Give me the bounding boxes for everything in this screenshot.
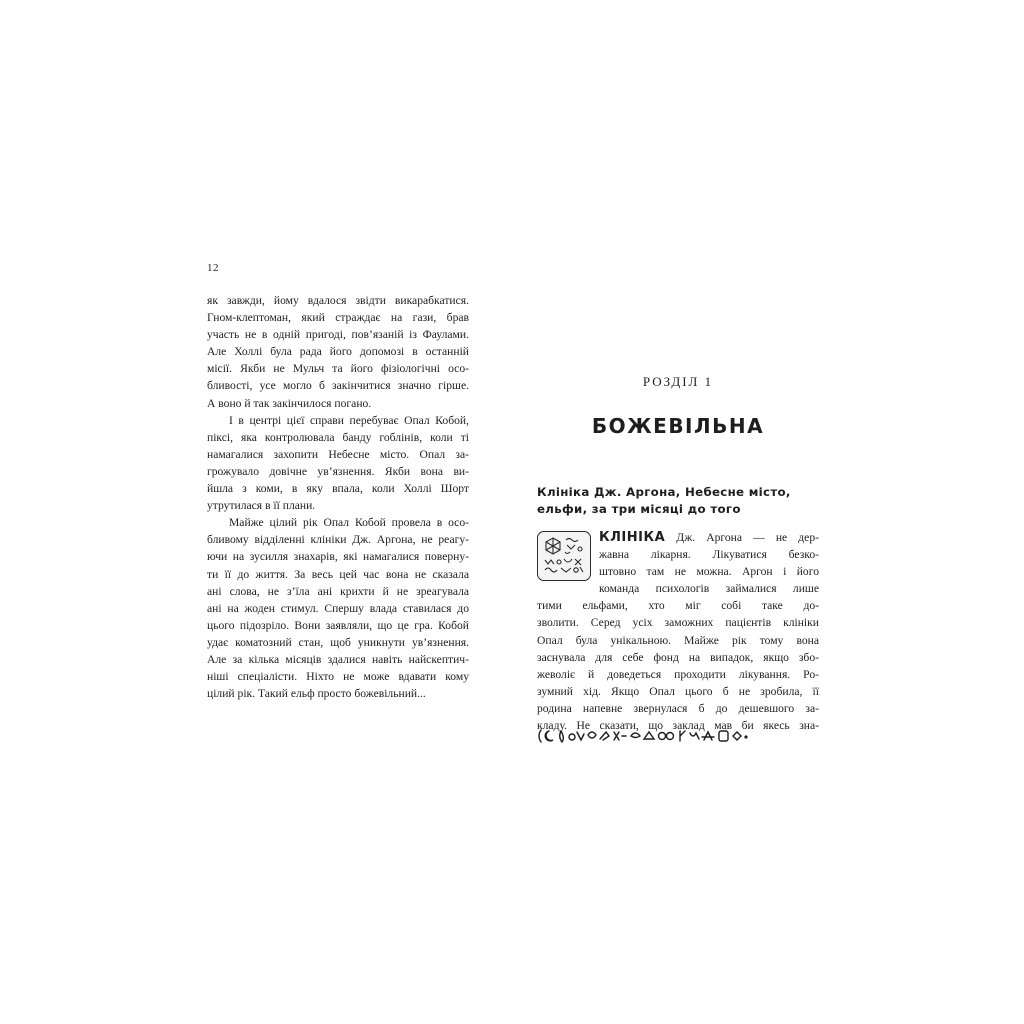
text-line: ані слова, не з’їла ані крихти й не зреагувала [207, 584, 469, 598]
text-line: піксі, яка контролювала банду гоблінів, коли ті [207, 430, 469, 444]
text-line: місії. Якби не Мульч та його фізіологічні осо- [207, 362, 469, 376]
gnommish-rune-block-icon [537, 531, 591, 581]
text-line: команда психологів займалися лише [599, 582, 819, 596]
right-page [537, 370, 819, 734]
text-line: кладу. Не сказати, що заклад мав би якесь зна- [537, 719, 819, 733]
page-number: 12 [207, 262, 219, 274]
opening-paragraph [537, 529, 819, 734]
text-line: Гном-клептоман, який страждає на гази, брав [207, 311, 469, 325]
text-line: жеволіє й доведеться проходити лікування. Ро- [537, 667, 819, 681]
text-line: ти її до життя. За весь цей час вона не сказала [207, 567, 469, 581]
text-line: грожувало довічне ув’язнення. Якби вона ви- [207, 464, 469, 478]
text-line: Але за кілька місяців здалися навіть найскептич- [207, 652, 469, 666]
text-line: бливому відділенні клініки Дж. Аргона, не реагу- [207, 533, 469, 547]
text-line: цілий рік. Такий ельф просто божевільний... [207, 687, 426, 701]
text-line: утрутилася в її плани. [207, 499, 316, 513]
text-line: Опал була унікальною. Майже рік тому вона [537, 633, 819, 647]
text-line: ніші спеціалісти. Ніхто не може вдавати кому [207, 670, 469, 684]
text-line: ючи на зусилля знахарів, які намагалися поверну- [207, 550, 469, 564]
text-line: штовно там не можна. Аргон і його [599, 565, 819, 579]
text-line: зволити. Серед усіх заможних пацієнтів клініки [537, 616, 819, 630]
chapter-title: БОЖЕВІЛЬНА [591, 414, 765, 438]
text-line: участь не в одній пригоді, пов’язаній із Фаулами. [207, 328, 469, 342]
subheading-line: Клініка Дж. Аргона, Небесне місто, [537, 485, 791, 499]
text-line: ані на жоден стимул. Спершу влада ставилася до [207, 601, 469, 615]
text-line: заснувала для себе фонд на випадок, якщо збо- [537, 650, 819, 664]
text-line: бливості, усе могло б закінчитися значно гірше. [207, 379, 469, 393]
text-line: зумний хід. Якщо Опал цього б не зробила, її [537, 684, 819, 698]
text-line: тими ельфами, хто міг собі таке до- [537, 599, 819, 613]
text-line: як завжди, йому вдалося звідти викарабкатися. [207, 294, 469, 307]
text-line: І в центрі цієї справи перебуває Опал Кобой, [229, 413, 469, 427]
left-page [207, 262, 469, 702]
paragraph-1 [207, 292, 469, 412]
text-line: намагалися захопити Небесне місто. Опал за- [207, 447, 469, 461]
text-line: А воно й так закінчилося погано. [207, 396, 372, 410]
lead-word: КЛІНІКА [599, 530, 666, 545]
text-line: родина напевне звернулася б до дешевшого за- [537, 701, 819, 715]
text-line: Але Холлі була рада його допомозі в останній [207, 345, 469, 359]
text-line: цього підозріло. Вони заявляли, що це гра. Кобой [207, 618, 469, 632]
chapter-subheading [537, 484, 819, 518]
text-line: йшла з коми, в яку впала, коли Холлі Шорт [207, 482, 469, 496]
subheading-line: ельфи, за три місяці до того [537, 502, 741, 516]
text-line: КЛІНІКА Дж. Аргона — не дер- [599, 530, 819, 545]
gnommish-glyph-strip-icon [537, 727, 819, 745]
chapter-label: РОЗДІЛ 1 [642, 374, 714, 389]
text-line: удає коматозний стан, щоб уникнути ув’язнення. [207, 635, 469, 649]
paragraph-2 [207, 412, 469, 515]
text-line: Майже цілий рік Опал Кобой провела в осо- [229, 516, 469, 530]
paragraph-3 [207, 514, 469, 702]
text-line: жавна лікарня. Лікуватися безко- [599, 548, 819, 562]
